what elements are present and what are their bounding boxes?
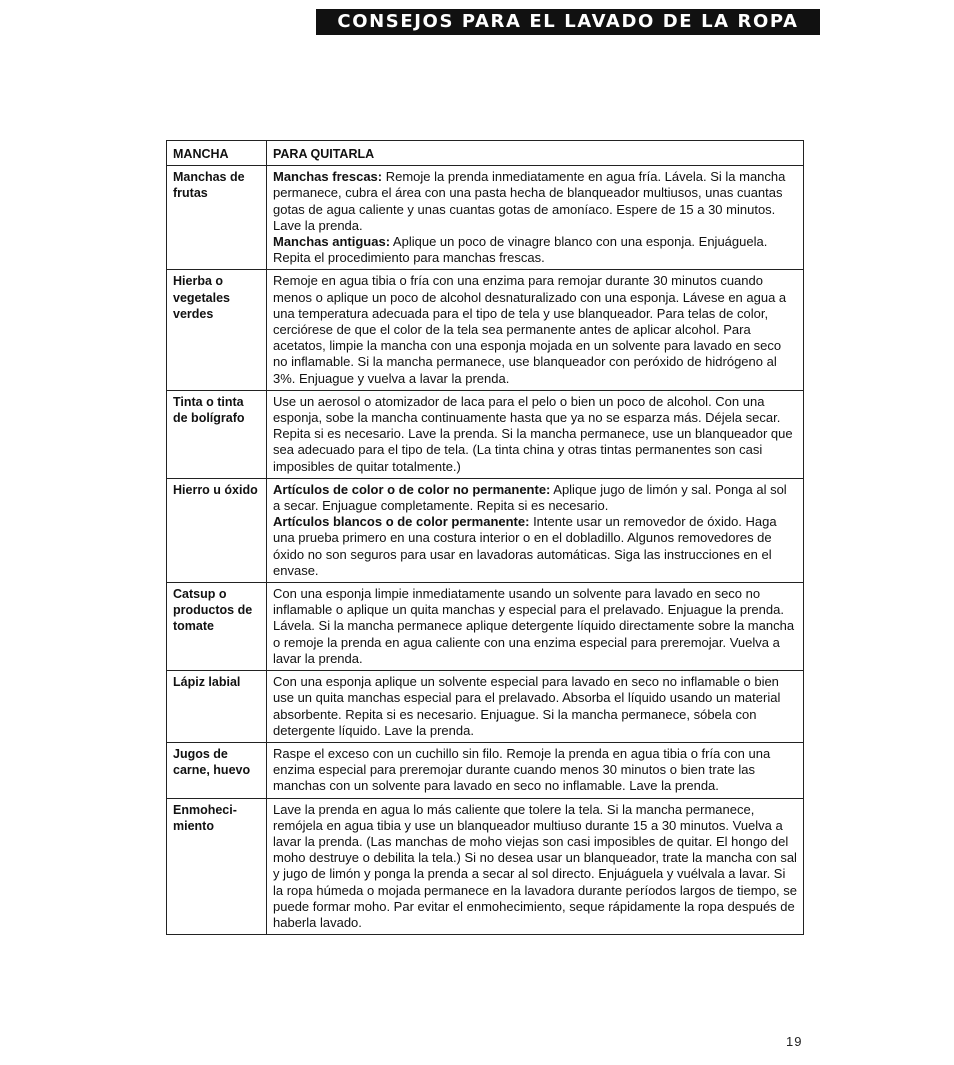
table-row	[167, 798, 804, 935]
stain-name: Jugos de carne, huevo	[167, 742, 267, 798]
table-row	[167, 478, 804, 582]
stain-name: Hierro u óxido	[167, 478, 267, 582]
header-stain: MANCHA	[167, 141, 267, 166]
stain-name: Tinta o tinta de bolígrafo	[167, 390, 267, 478]
stain-name: Hierba o vegetales verdes	[167, 270, 267, 390]
table-row	[167, 270, 804, 390]
header-removal: PARA QUITARLA	[267, 141, 804, 166]
stain-name: Manchas de frutas	[167, 166, 267, 270]
instruction-text: Con una esponja limpie inmediatamente usando un solvente para lavado en seco no inflamable o aplique un quita manchas y especial para el prelavado. Enjuague la prenda. Lávela. Si la mancha permanece aplique detergente líquido directamente sobre la mancha o remoje la prenda en agua caliente con una enzima especial para preremojar. Vuelva a lavar la prenda.	[273, 586, 795, 666]
instruction-text: Intente usar un removedor de óxido. Haga una prueba primero en una costura interior o en el dobladillo. Algunos removedores de óxido no son seguros para usar en lavadoras automáticas. Siga las instrucciones en el envase.	[273, 514, 777, 578]
instruction-text: Aplique jugo de limón y sal. Ponga al sol a secar. Enjuague completamente. Repita si es necesario.	[273, 481, 787, 514]
removal-instructions	[267, 270, 804, 390]
removal-instructions	[267, 478, 804, 582]
table-row	[167, 390, 804, 478]
removal-instructions	[267, 742, 804, 798]
instruction-lead: Manchas frescas:	[273, 169, 383, 185]
instruction-lead: Manchas antiguas:	[273, 234, 391, 250]
instruction-text: Remoje en agua tibia o fría con una enzima para remojar durante 30 minutos cuando menos o aplique un poco de alcohol desnaturalizado con una esponja. Lávese en agua a una temperatura adecuada para el tipo de tela y use blanqueador. Para telas de color, cerciórese de que el color de la tela sea permanente antes de aplicar alcohol. Para acetatos, limpie la mancha con una esponja mojada en un solvente para lavado en seco no inflamable. Si la mancha permanece, use blanqueador con peróxido de hidrógeno al 3%. Enjuague y vuelva a lavar la prenda.	[273, 273, 787, 386]
instruction-text: Use un aerosol o atomizador de laca para el pelo o bien un poco de alcohol. Con una esponja, sobe la mancha continuamente hasta que ya no se esparza más. Déjela secar. Repita si es necesario. Lave la prenda. Si la mancha permanece, use un blanqueador que sea adecuado para el tipo de tela. (La tinta china y otras tintas permanentes son casi imposibles de quitar totalmente.)	[273, 393, 793, 474]
removal-instructions	[267, 166, 804, 270]
table-row	[167, 166, 804, 270]
removal-instructions	[267, 583, 804, 671]
instruction-text: Lave la prenda en agua lo más caliente que tolere la tela. Si la mancha permanece, remójela en agua tibia y use un blanqueador multiuso durante 15 a 30 minutos. Vuelva a lavar la prenda. (Las manchas de moho viejas son casi imposibles de quitar. El hongo del moho destruye o debilita la tela.) Si no desea usar un blanqueador, trate la mancha con sal y jugo de limón y ponga la prenda a secar al sol directo. Enjuáguela y vuélvala a lavar. Si la ropa húmeda o mojada permanece en la lavadora durante períodos largos de tiempo, se puede formar moho. Par evitar el enmohecimiento, seque rápidamente la ropa después de haberla lavado.	[273, 801, 797, 930]
page-number: 19	[786, 1034, 803, 1049]
instruction-text: Con una esponja aplique un solvente especial para lavado en seco no inflamable o bien use un quita manchas especial para el prelavado. Absorba el líquido usando un material absorbente. Repita si es necesario. Enjuague. Si la mancha permanece, sóbela con detergente líquido. Lave la prenda.	[273, 674, 781, 738]
stain-removal-table	[166, 140, 804, 935]
instruction-text: Raspe el exceso con un cuchillo sin filo. Remoje la prenda en agua tibia o fría con una enzima especial para preremojar durante cuando menos 30 minutos o bien trate las manchas con un solvente para lavado en seco no inflamable. Lave la prenda.	[273, 745, 771, 794]
instruction-text: Remoje la prenda inmediatamente en agua fría. Lávela. Si la mancha permanece, cubra el área con una pasta hecha de blanqueador multiusos, unas cuantas gotas de agua caliente y unas cuantas gotas de amoníaco. Espere de 15 a 30 minutos. Lave la prenda.	[273, 169, 786, 233]
stain-name: Enmoheci- miento	[167, 798, 267, 935]
removal-instructions	[267, 798, 804, 935]
table-header-row	[167, 141, 804, 166]
removal-instructions	[267, 671, 804, 743]
instruction-lead: Artículos blancos o de color permanente:	[273, 514, 530, 530]
table-row	[167, 671, 804, 743]
instruction-lead: Artículos de color o de color no permanente:	[273, 481, 551, 497]
stain-name: Catsup o productos de tomate	[167, 583, 267, 671]
removal-instructions	[267, 390, 804, 478]
table-row	[167, 583, 804, 671]
instruction-text: Aplique un poco de vinagre blanco con una esponja. Enjuáguela. Repita el procedimiento para manchas frescas.	[273, 234, 768, 266]
stain-name: Lápiz labial	[167, 671, 267, 743]
table-row	[167, 742, 804, 798]
page-title-banner: CONSEJOS PARA EL LAVADO DE LA ROPA	[316, 9, 820, 35]
